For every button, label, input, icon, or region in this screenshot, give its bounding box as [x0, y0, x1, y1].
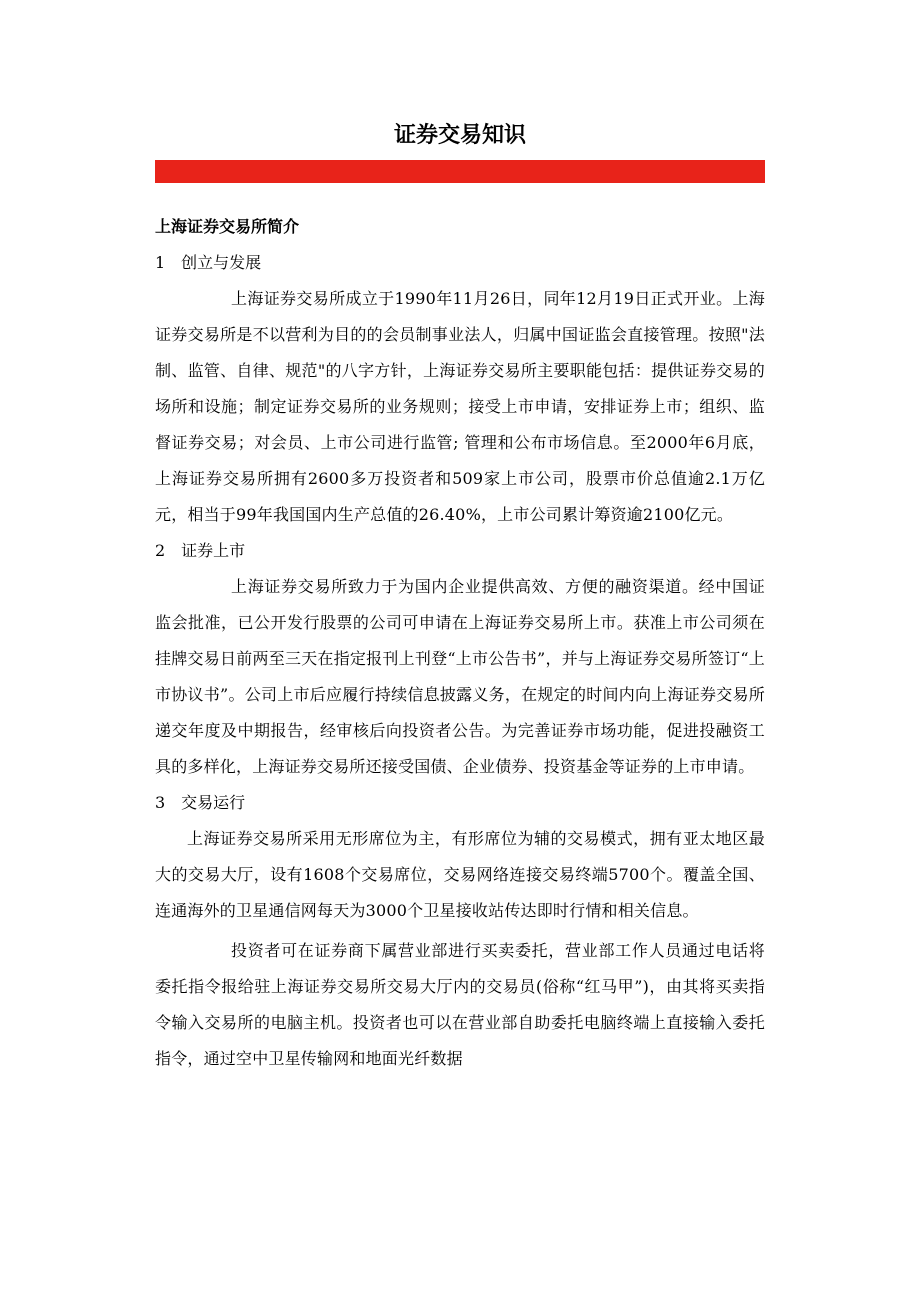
subsection-heading-trading: 3 交易运行 [155, 793, 246, 812]
document-title: 证券交易知识 [393, 123, 526, 148]
document-body [155, 209, 765, 1077]
subsection-heading-listing: 2 证券上市 [155, 541, 246, 560]
paragraph-listing: 上海证券交易所致力于为国内企业提供高效、方便的融资渠道。经中国证监会批准，已公开发行股票的公司可申请在上海证券交易所上市。获准上市公司须在挂牌交易日前两至三天在指定报刊上刊登“上市公告书”，并与上海证券交易所签订“上市协议书”。公司上市后应履行持续信息披露义务，在规定的时间内向上海证券交易所递交年度及中期报告，经审核后向投资者公告。为完善证券市场功能，促进投融资工具的多样化，上海证券交易所还接受国债、企业债券、投资基金等证券的上市申请。 [155, 577, 765, 776]
title-red-bar [155, 160, 765, 183]
paragraph-founding: 上海证券交易所成立于1990年11月26日，同年12月19日正式开业。上海证券交易所是不以营利为目的的会员制事业法人，归属中国证监会直接管理。按照"法制、监管、自律、规范"的八字方针，上海证券交易所主要职能包括：提供证券交易的场所和设施；制定证券交易所的业务规则；接受上市申请，安排证券上市；组织、监督证券交易；对会员、上市公司进行监管; 管理和公布市场信息。至2000年6月底，上海证券交易所拥有2600多万投资者和509家上市公司，股票市价总值逾2.1万亿元，相当于99年我国国内生产总值的26.40%，上市公司累计筹资逾2100亿元。 [155, 289, 765, 524]
paragraph-trading-1: 上海证券交易所采用无形席位为主，有形席位为辅的交易模式，拥有亚太地区最大的交易大厅，设有1608个交易席位，交易网络连接交易终端5700个。覆盖全国、连通海外的卫星通信网每天为3000个卫星接收站传达即时行情和相关信息。 [155, 829, 765, 920]
subsection-heading-founding: 1 创立与发展 [155, 253, 262, 272]
section-title: 上海证券交易所简介 [155, 217, 300, 236]
paragraph-trading-2: 投资者可在证券商下属营业部进行买卖委托，营业部工作人员通过电话将委托指令报给驻上海证券交易所交易大厅内的交易员(俗称“红马甲”)，由其将买卖指令输入交易所的电脑主机。投资者也可以在营业部自助委托电脑终端上直接输入委托指令，通过空中卫星传输网和地面光纤数据 [155, 941, 765, 1068]
